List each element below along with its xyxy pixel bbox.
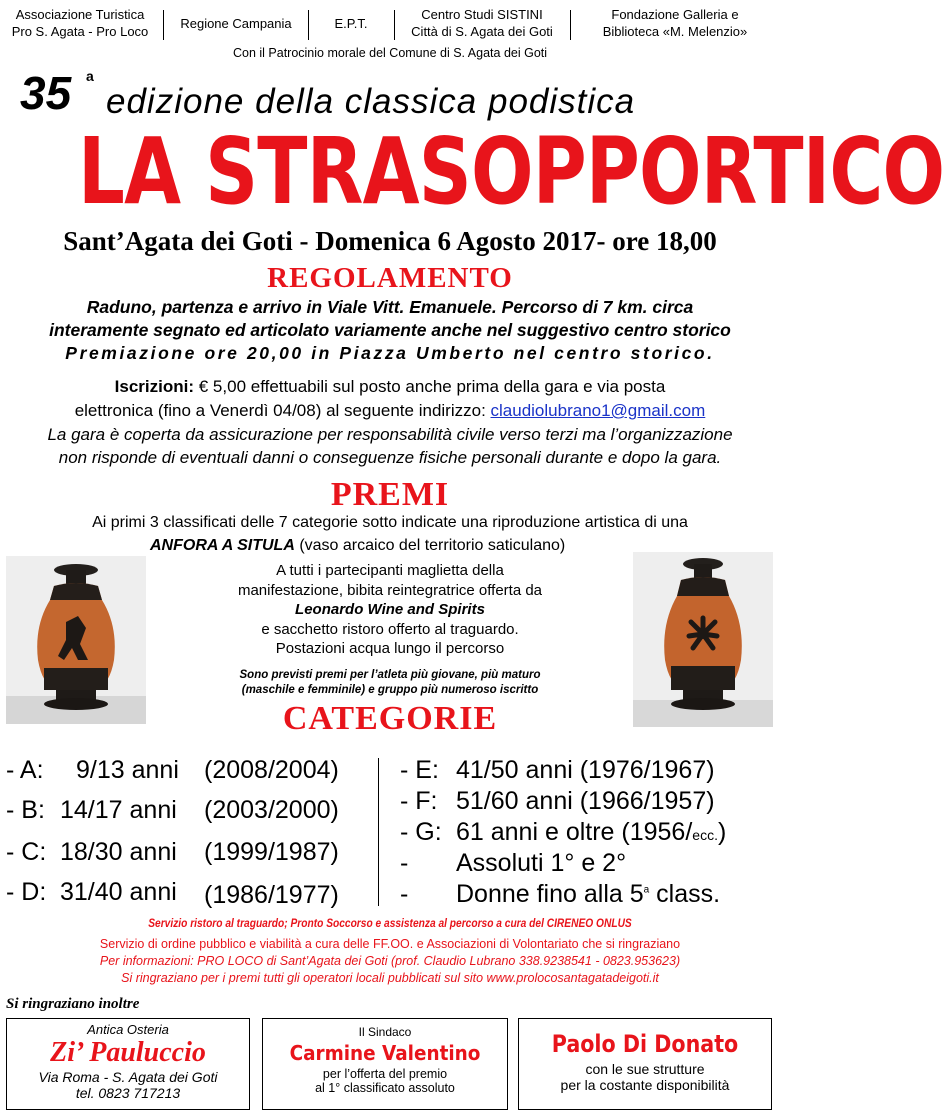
sponsor-1-top: Antica Osteria xyxy=(87,1022,169,1037)
sponsor-2-line1: per l’offerta del premio xyxy=(322,1067,448,1081)
premi-note xyxy=(190,668,590,698)
vase-image-left xyxy=(6,556,146,724)
sponsor-1-tel: tel. 0823 717213 xyxy=(75,1085,181,1101)
category-text: 41/50 anni (1976/1967) xyxy=(456,756,715,784)
category-e xyxy=(400,756,715,785)
sponsor-2-top: Il Sindaco xyxy=(358,1025,412,1039)
footer-ristoro: Servizio ristoro al traguardo; Pronto Soccorso e assistenza al percorso a cura del CIRENEO ONLUS xyxy=(148,916,632,930)
category-g xyxy=(400,818,727,847)
category-assoluti xyxy=(400,849,627,878)
category-tail: class. xyxy=(649,880,721,908)
categorie-heading: CATEGORIE xyxy=(282,700,498,737)
category-range: 31/40 anni xyxy=(60,878,177,906)
category-code: - xyxy=(400,849,409,877)
category-years: (1986/1977) xyxy=(204,881,339,909)
edition-number: 35 xyxy=(20,67,72,119)
org-pro-loco-line1: Associazione Turistica xyxy=(15,7,145,22)
premi-p5: Postazioni acqua lungo il percorso xyxy=(275,640,505,657)
event-title: LA STRASOPPORTICO xyxy=(78,118,944,225)
category-range: 14/17 anni xyxy=(60,796,177,824)
category-f xyxy=(400,787,715,816)
sponsor-2-line2: al 1° classificato assoluto xyxy=(315,1081,455,1095)
category-donne xyxy=(400,880,721,909)
category-code: - G: xyxy=(400,818,442,846)
premi-note2: (maschile e femminile) e gruppo più numeroso iscritto xyxy=(241,684,539,696)
regolamento-line1: Raduno, partenza e arrivo in Viale Vitt. Emanuele. Percorso di 7 km. circa xyxy=(86,297,694,317)
org-pro-loco-line2: Pro S. Agata - Pro Loco xyxy=(11,24,149,39)
category-c xyxy=(6,838,339,867)
regolamento-heading: REGOLAMENTO xyxy=(267,262,513,294)
premi-p1: A tutti i partecipanti maglietta della xyxy=(276,562,504,579)
category-text: Assoluti 1° e 2° xyxy=(456,849,627,877)
iscrizioni-text: € 5,00 effettuabili sul posto anche prima della gara e via posta xyxy=(194,377,666,396)
org-fondazione-line2: Biblioteca «M. Melenzio» xyxy=(602,24,748,39)
patronage-line: Con il Patrocinio morale del Comune di S. Agata dei Goti xyxy=(232,46,548,60)
header-divider xyxy=(570,10,571,40)
category-range: 18/30 anni xyxy=(60,838,177,866)
sponsor-2-name: Carmine Valentino xyxy=(289,1041,481,1065)
org-regione: Regione Campania xyxy=(180,16,292,31)
footer-ordine: Servizio di ordine pubblico e viabilità a cura delle FF.OO. e Associazioni di Volontariato che si ringraziano xyxy=(99,937,681,951)
insurance-line1: La gara è coperta da assicurazione per responsabilità civile verso terzi ma l’organizzazione xyxy=(47,425,733,444)
category-range: 9/13 anni xyxy=(76,756,179,784)
sponsor-box-di-donato xyxy=(518,1018,772,1110)
sponsor-1-name: Zi’ Pauluccio xyxy=(50,1037,206,1068)
iscrizioni-line2 xyxy=(0,401,780,421)
category-code: - C: xyxy=(6,838,47,866)
footer-ringrazia: Si ringraziano per i premi tutti gli operatori locali pubblicati sul sito www.prolocosantagatadeigoti.it xyxy=(121,971,659,985)
category-small: ecc. xyxy=(692,827,718,843)
premi-participants xyxy=(190,561,590,659)
category-tail: ) xyxy=(717,818,727,846)
premi-p4: e sacchetto ristoro offerto al traguardo. xyxy=(261,620,519,638)
header-divider xyxy=(308,10,309,40)
category-code: - B: xyxy=(6,796,45,824)
premi-p2: manifestazione, bibita reintegratrice offerta da xyxy=(237,581,543,599)
category-b xyxy=(6,796,339,825)
sponsor-1-address: Via Roma - S. Agata dei Goti xyxy=(38,1069,218,1085)
edition-suffix: a xyxy=(86,68,94,84)
thanks-also: Si ringraziano inoltre xyxy=(6,996,140,1012)
sponsor-3-line1: con le sue strutture xyxy=(585,1061,705,1077)
category-code: - A: xyxy=(6,756,44,784)
org-ept: E.P.T. xyxy=(334,16,368,31)
org-centro-studi-line1: Centro Studi SISTINI xyxy=(421,7,543,22)
sponsor-3-name: Paolo Di Donato xyxy=(551,1030,739,1058)
org-fondazione-line1: Fondazione Galleria e xyxy=(611,7,739,22)
event-date-line: Sant’Agata dei Goti - Domenica 6 Agosto 2017- ore 18,00 xyxy=(63,226,717,256)
iscrizioni-line2-text: elettronica (fino a Venerdì 04/08) al seguente indirizzo: xyxy=(74,401,491,420)
header-divider xyxy=(163,10,164,40)
insurance-line2: non risponde di eventuali danni o conseguenze fisiche personali durante e dopo la gara. xyxy=(58,448,722,467)
category-years: (1999/1987) xyxy=(204,838,339,866)
org-pro-loco xyxy=(0,6,160,40)
anfora-name: ANFORA A SITULA xyxy=(150,537,295,554)
category-code: - F: xyxy=(400,787,438,815)
category-text: 51/60 anni (1966/1957) xyxy=(456,787,715,815)
regolamento-line2: interamente segnato ed articolato variamente anche nel suggestivo centro storico xyxy=(49,320,731,340)
category-text: Donne fino alla 5 xyxy=(456,880,644,908)
email-link[interactable]: claudiolubrano1@gmail.com xyxy=(490,401,706,420)
category-sup: a xyxy=(643,884,650,896)
premi-sponsor: Leonardo Wine and Spirits xyxy=(295,601,485,618)
premi-heading: PREMI xyxy=(330,476,450,513)
iscrizioni-line1 xyxy=(0,377,780,397)
category-a xyxy=(6,756,339,785)
sponsor-box-pauluccio xyxy=(6,1018,250,1110)
category-code: - E: xyxy=(400,756,439,784)
org-fondazione xyxy=(580,6,770,40)
category-text-wrap xyxy=(456,818,726,847)
category-code: - xyxy=(400,880,409,908)
category-years: (2003/2000) xyxy=(204,796,339,824)
sponsor-box-sindaco xyxy=(262,1018,508,1110)
sponsor-3-line2: per la costante disponibilità xyxy=(560,1077,730,1093)
footer-info: Per informazioni: PRO LOCO di Sant’Agata dei Goti (prof. Claudio Lubrano 338.9238541 - 0823.953623) xyxy=(99,954,681,968)
category-d xyxy=(6,878,339,909)
iscrizioni-label: Iscrizioni: xyxy=(114,377,195,396)
org-centro-studi-line2: Città di S. Agata dei Goti xyxy=(411,24,553,39)
premi-anfora-line xyxy=(150,537,565,555)
org-centro-studi xyxy=(397,6,567,40)
edition-text: edizione della classica podistica xyxy=(106,82,636,121)
category-code: - D: xyxy=(6,878,47,906)
regolamento-line3: Premiazione ore 20,00 in Piazza Umberto nel centro storico. xyxy=(65,343,715,363)
anfora-desc: (vaso arcaico del territorio saticulano) xyxy=(294,537,566,554)
header-divider xyxy=(394,10,395,40)
category-text: 61 anni e oltre (1956/ xyxy=(456,818,693,846)
categories-divider xyxy=(378,758,379,906)
category-years: (2008/2004) xyxy=(204,756,339,784)
category-text-wrap xyxy=(456,880,720,909)
premi-note1: Sono previsti premi per l’atleta più giovane, più maturo xyxy=(239,669,541,681)
premi-line1: Ai primi 3 classificati delle 7 categorie sotto indicate una riproduzione artistica di una xyxy=(92,514,688,531)
